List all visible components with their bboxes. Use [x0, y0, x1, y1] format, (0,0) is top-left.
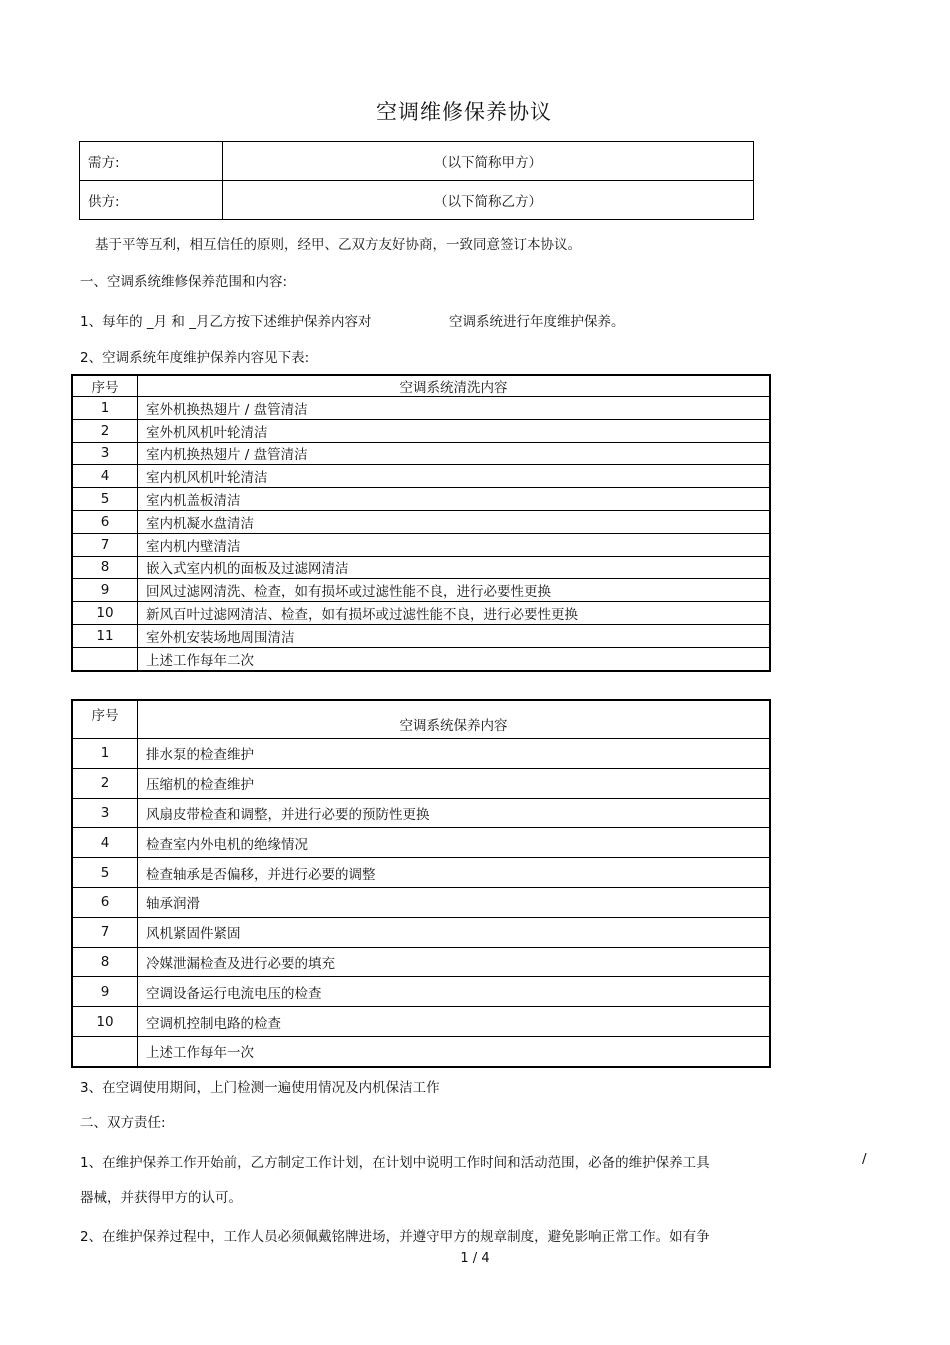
table-row	[72, 533, 770, 556]
table-row	[72, 1036, 770, 1066]
cleaning-table	[71, 374, 771, 672]
row-number: 9	[72, 579, 138, 602]
row-content: 检查室内外电机的绝缘情况	[138, 828, 771, 858]
table-row	[72, 947, 770, 977]
party-value: （以下简称乙方）	[223, 181, 754, 220]
row-content: 室内机风机叶轮清洁	[138, 465, 771, 488]
row-number: 2	[72, 768, 138, 798]
row-content: 风扇皮带检查和调整，并进行必要的预防性更换	[138, 798, 771, 828]
row-content: 冷媒泄漏检查及进行必要的填充	[138, 947, 771, 977]
row-number: 4	[72, 465, 138, 488]
header-no: 序号	[72, 700, 138, 739]
row-content: 上述工作每年二次	[138, 647, 771, 670]
table-row	[72, 768, 770, 798]
resp1-slash: /	[862, 1151, 867, 1167]
row-number: 4	[72, 828, 138, 858]
table-row	[72, 602, 770, 625]
table-row	[72, 624, 770, 647]
party-label: 需方:	[80, 142, 223, 181]
resp1-line1: 1、在维护保养工作开始前，乙方制定工作计划，在计划中说明工作时间和活动范围，必备的维护保养工具	[80, 1155, 710, 1171]
row-content: 轴承润滑	[138, 887, 771, 917]
table-row	[72, 1007, 770, 1037]
table-row	[72, 442, 770, 465]
row-content: 空调设备运行电流电压的检查	[138, 977, 771, 1007]
table-row	[72, 739, 770, 769]
row-number: 3	[72, 798, 138, 828]
item2-text: 2、空调系统年度维护保养内容见下表:	[80, 350, 310, 366]
table-row	[72, 858, 770, 888]
resp2-text: 2、在维护保养过程中，工作人员必须佩戴铭牌进场，并遵守甲方的规章制度，避免影响正常工作。如有争	[80, 1229, 710, 1245]
parties-table	[79, 141, 754, 220]
table-row	[72, 488, 770, 511]
table-row	[72, 579, 770, 602]
table-row	[72, 977, 770, 1007]
row-content: 回风过滤网清洗、检查，如有损坏或过滤性能不良，进行必要性更换	[138, 579, 771, 602]
header-content: 空调系统保养内容	[138, 700, 771, 739]
row-number: 8	[72, 556, 138, 579]
row-number: 9	[72, 977, 138, 1007]
row-number: 5	[72, 858, 138, 888]
document-title: 空调维修保养协议	[376, 100, 552, 124]
row-number: 6	[72, 510, 138, 533]
section2-heading: 二、双方责任:	[80, 1115, 166, 1131]
table-header-row	[72, 375, 770, 397]
item1-text-b: 空调系统进行年度维护保养。	[449, 314, 625, 330]
table-row	[72, 828, 770, 858]
table-row	[72, 887, 770, 917]
row-number: 6	[72, 887, 138, 917]
header-content: 空调系统清洗内容	[138, 375, 771, 397]
table-row	[72, 917, 770, 947]
table-row	[72, 465, 770, 488]
row-content: 风机紧固件紧固	[138, 917, 771, 947]
maintenance-table	[71, 699, 771, 1068]
row-number	[72, 647, 138, 670]
row-content: 室外机风机叶轮清洁	[138, 419, 771, 442]
row-content: 排水泵的检查维护	[138, 739, 771, 769]
row-content: 嵌入式室内机的面板及过滤网清洁	[138, 556, 771, 579]
table-row	[72, 647, 770, 670]
item3-text: 3、在空调使用期间，上门检测一遍使用情况及内机保洁工作	[80, 1080, 440, 1096]
row-number: 2	[72, 419, 138, 442]
row-number: 1	[72, 397, 138, 420]
table-row	[72, 397, 770, 420]
row-content: 室内机凝水盘清洁	[138, 510, 771, 533]
row-content: 压缩机的检查维护	[138, 768, 771, 798]
table-row	[72, 419, 770, 442]
row-content: 室外机安装场地周围清洁	[138, 624, 771, 647]
row-content: 室内机换热翅片 / 盘管清洁	[138, 442, 771, 465]
row-number: 7	[72, 917, 138, 947]
row-number: 10	[72, 1007, 138, 1037]
resp1-line2: 器械，并获得甲方的认可。	[80, 1190, 242, 1206]
party-label: 供方:	[80, 181, 223, 220]
row-number: 7	[72, 533, 138, 556]
party-row-buyer	[80, 142, 754, 181]
row-number: 5	[72, 488, 138, 511]
table-row	[72, 510, 770, 533]
row-content: 室内机内壁清洁	[138, 533, 771, 556]
party-value: （以下简称甲方）	[223, 142, 754, 181]
table-row	[72, 798, 770, 828]
row-content: 室内机盖板清洁	[138, 488, 771, 511]
intro-paragraph: 基于平等互利，相互信任的原则，经甲、乙双方友好协商，一致同意签订本协议。	[95, 237, 581, 253]
row-number: 8	[72, 947, 138, 977]
row-content: 检查轴承是否偏移，并进行必要的调整	[138, 858, 771, 888]
row-number	[72, 1036, 138, 1066]
row-number: 10	[72, 602, 138, 625]
row-number: 1	[72, 739, 138, 769]
row-content: 上述工作每年一次	[138, 1036, 771, 1066]
table-header-row	[72, 700, 770, 739]
row-content: 新风百叶过滤网清洁、检查，如有损坏或过滤性能不良，进行必要性更换	[138, 602, 771, 625]
row-number: 11	[72, 624, 138, 647]
header-no: 序号	[72, 375, 138, 397]
page-number: 1 / 4	[460, 1251, 490, 1266]
party-row-supplier	[80, 181, 754, 220]
row-content: 空调机控制电路的检查	[138, 1007, 771, 1037]
section1-heading: 一、空调系统维修保养范围和内容:	[80, 274, 288, 290]
table-row	[72, 556, 770, 579]
row-number: 3	[72, 442, 138, 465]
row-content: 室外机换热翅片 / 盘管清洁	[138, 397, 771, 420]
item1-text-a: 1、每年的 _月 和 _月乙方按下述维护保养内容对	[80, 314, 372, 330]
